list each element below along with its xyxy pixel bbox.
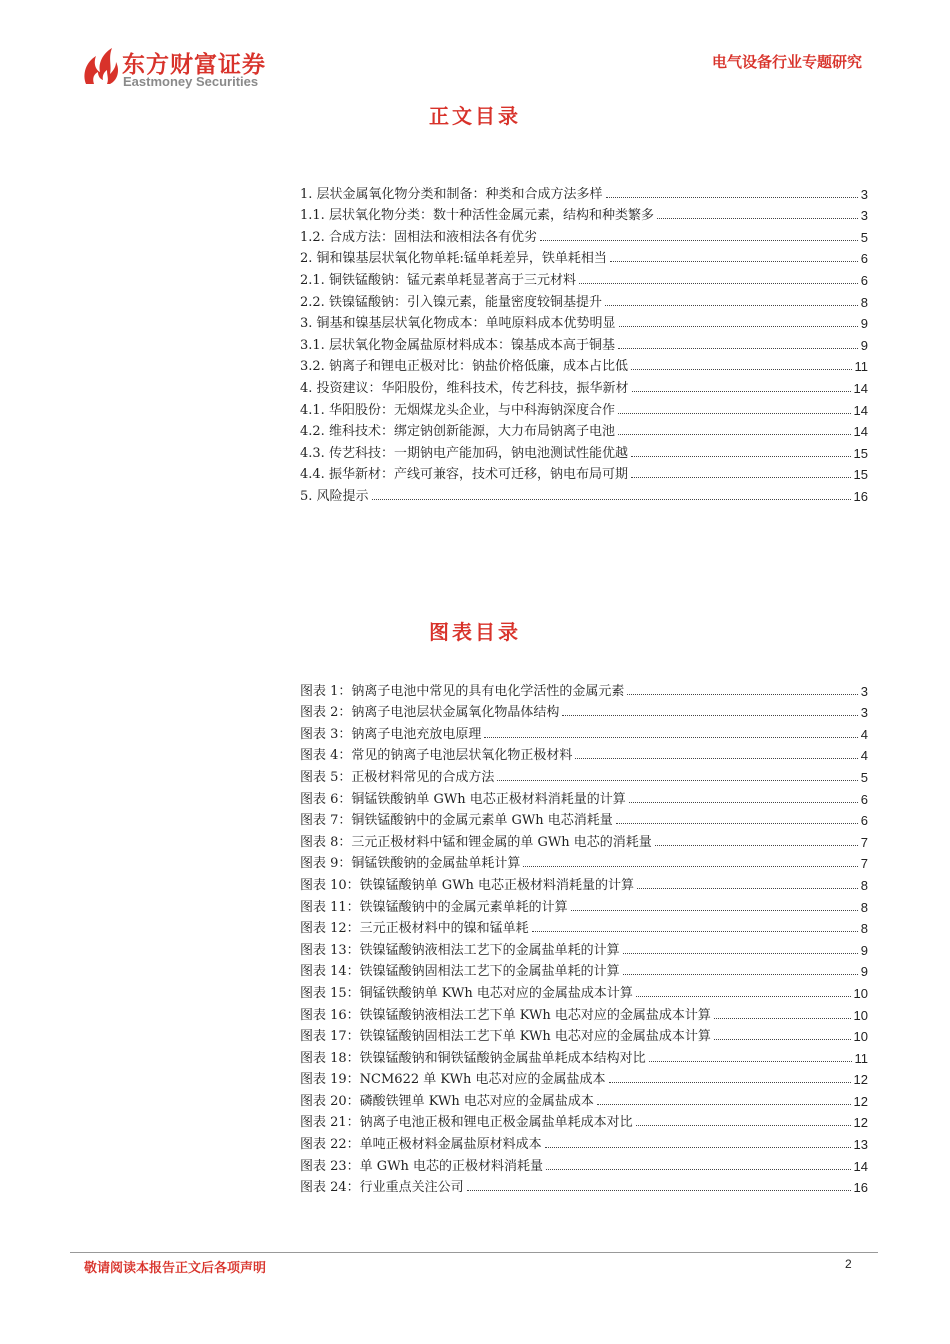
- toc-entry[interactable]: [300, 439, 868, 461]
- logo-flame-icon: [80, 44, 122, 88]
- toc-entry[interactable]: [300, 202, 868, 224]
- toc-entry-page: 10: [853, 1007, 868, 1023]
- toc-leader-dots: [655, 845, 858, 846]
- toc-entry[interactable]: [300, 1066, 868, 1088]
- toc-entry-title: 1.1. 层状氧化物分类：数十种活性金属元素，结构和种类繁多: [300, 208, 654, 224]
- toc-leader-dots: [631, 477, 851, 478]
- toc-leader-dots: [619, 326, 858, 327]
- toc-entry[interactable]: [300, 482, 868, 504]
- toc-entry[interactable]: [300, 1130, 868, 1152]
- toc-entry-page: 7: [860, 834, 868, 850]
- contents-title: 正文目录: [429, 104, 521, 128]
- toc-entry-page: 3: [860, 683, 868, 699]
- toc-entry[interactable]: [300, 223, 868, 245]
- toc-entry[interactable]: [300, 763, 868, 785]
- toc-leader-dots: [714, 1018, 851, 1019]
- toc-entry-title: 4.4. 振华新材：产线可兼容，技术可迁移，钠电布局可期: [300, 467, 628, 483]
- toc-entry[interactable]: [300, 396, 868, 418]
- toc-entry-title: 图表 18：铁镍锰酸钠和铜铁锰酸钠金属盐单耗成本结构对比: [300, 1050, 646, 1066]
- toc-entry-title: 图表 2：钠离子电池层状金属氧化物晶体结构: [300, 705, 560, 721]
- toc-entry-page: 12: [853, 1093, 868, 1109]
- toc-leader-dots: [637, 888, 858, 889]
- toc-entry[interactable]: [300, 1001, 868, 1023]
- toc-entry-page: 6: [860, 813, 868, 829]
- toc-entry-page: 13: [853, 1137, 868, 1153]
- toc-entry[interactable]: [300, 785, 868, 807]
- toc-entry[interactable]: [300, 310, 868, 332]
- toc-entry[interactable]: [300, 1023, 868, 1045]
- toc-entry-page: 3: [860, 186, 868, 202]
- toc-leader-dots: [372, 499, 851, 500]
- toc-leader-dots: [532, 931, 858, 932]
- toc-entry-page: 9: [860, 942, 868, 958]
- toc-leader-dots: [618, 348, 858, 349]
- toc-entry[interactable]: [300, 720, 868, 742]
- toc-entry-page: 5: [860, 769, 868, 785]
- toc-leader-dots: [571, 910, 858, 911]
- toc-entry-page: 3: [860, 705, 868, 721]
- toc-entry[interactable]: [300, 288, 868, 310]
- toc-leader-dots: [657, 218, 858, 219]
- toc-entry[interactable]: [300, 1174, 868, 1196]
- toc-entry-title: 5. 风险提示: [300, 488, 369, 504]
- toc-entry-title: 1. 层状金属氧化物分类和制备：种类和合成方法多样: [300, 186, 603, 202]
- toc-entry-page: 5: [860, 229, 868, 245]
- toc-entry-page: 8: [860, 899, 868, 915]
- figures-list: [300, 677, 868, 1195]
- toc-leader-dots: [616, 823, 858, 824]
- toc-entry-title: 图表 17：铁镍锰酸钠固相法工艺下单 KWh 电芯对应的金属盐成本计算: [300, 1029, 711, 1045]
- toc-entry-title: 图表 1：钠离子电池中常见的具有电化学活性的金属元素: [300, 683, 625, 699]
- toc-leader-dots: [618, 413, 851, 414]
- toc-entry[interactable]: [300, 1152, 868, 1174]
- toc-entry[interactable]: [300, 1044, 868, 1066]
- toc-entry[interactable]: [300, 374, 868, 396]
- toc-entry[interactable]: [300, 936, 868, 958]
- toc-entry[interactable]: [300, 418, 868, 440]
- toc-entry-title: 图表 11：铁镍锰酸钠中的金属元素单耗的计算: [300, 899, 568, 915]
- figures-title: 图表目录: [429, 620, 521, 644]
- toc-entry[interactable]: [300, 828, 868, 850]
- toc-entry-title: 图表 6：铜锰铁酸钠单 GWh 电芯正极材料消耗量的计算: [300, 791, 626, 807]
- toc-entry-page: 3: [860, 208, 868, 224]
- toc-entry-title: 图表 12：三元正极材料中的镍和锰单耗: [300, 921, 529, 937]
- toc-entry-title: 图表 20：磷酸铁锂单 KWh 电芯对应的金属盐成本: [300, 1093, 594, 1109]
- toc-entry-title: 3. 铜基和镍基层状氧化物成本：单吨原料成本优势明显: [300, 316, 616, 332]
- toc-entry-title: 图表 3：钠离子电池充放电原理: [300, 726, 482, 742]
- toc-entry-page: 7: [860, 856, 868, 872]
- toc-entry[interactable]: [300, 1087, 868, 1109]
- toc-entry-page: 11: [854, 1050, 868, 1066]
- toc-leader-dots: [484, 737, 857, 738]
- toc-entry[interactable]: [300, 915, 868, 937]
- toc-leader-dots: [575, 758, 857, 759]
- toc-entry[interactable]: [300, 677, 868, 699]
- toc-entry-title: 图表 10：铁镍锰酸钠单 GWh 电芯正极材料消耗量的计算: [300, 877, 635, 893]
- toc-leader-dots: [636, 1125, 851, 1126]
- toc-leader-dots: [636, 996, 851, 997]
- page-number: 2: [845, 1257, 852, 1271]
- toc-entry-page: 14: [853, 380, 868, 396]
- toc-entry[interactable]: [300, 180, 868, 202]
- toc-entry-page: 14: [853, 1158, 868, 1174]
- toc-leader-dots: [605, 305, 858, 306]
- toc-entry-page: 15: [853, 467, 868, 483]
- toc-leader-dots: [546, 1169, 850, 1170]
- toc-entry-title: 3.2. 钠离子和锂电正极对比：钠盐价格低廉，成本占比低: [300, 359, 628, 375]
- toc-entry-title: 图表 5：正极材料常见的合成方法: [300, 769, 495, 785]
- toc-entry[interactable]: [300, 850, 868, 872]
- toc-leader-dots: [623, 974, 858, 975]
- toc-entry-page: 9: [860, 337, 868, 353]
- toc-entry-title: 图表 16：铁镍锰酸钠液相法工艺下单 KWh 电芯对应的金属盐成本计算: [300, 1007, 711, 1023]
- toc-entry-page: 14: [853, 424, 868, 440]
- toc-leader-dots: [627, 694, 857, 695]
- toc-entry-page: 10: [853, 1029, 868, 1045]
- toc-entry-page: 12: [853, 1115, 868, 1131]
- toc-leader-dots: [597, 1104, 851, 1105]
- toc-entry-title: 图表 7：铜铁锰酸钠中的金属元素单 GWh 电芯消耗量: [300, 813, 613, 829]
- toc-entry-title: 2.2. 铁镍锰酸钠：引入镍元素，能量密度较铜基提升: [300, 294, 602, 310]
- toc-leader-dots: [610, 261, 858, 262]
- toc-leader-dots: [609, 1082, 851, 1083]
- toc-entry-page: 8: [860, 877, 868, 893]
- toc-leader-dots: [714, 1039, 851, 1040]
- toc-leader-dots: [631, 456, 851, 457]
- toc-leader-dots: [631, 369, 852, 370]
- toc-entry-page: 12: [853, 1072, 868, 1088]
- toc-entry-page: 6: [860, 251, 868, 267]
- toc-entry-page: 8: [860, 921, 868, 937]
- toc-entry-page: 8: [860, 294, 868, 310]
- toc-entry-title: 图表 19：NCM622 单 KWh 电芯对应的金属盐成本: [300, 1072, 606, 1088]
- toc-entry-title: 4.2. 维科技术：绑定钠创新能源，大力布局钠离子电池: [300, 424, 615, 440]
- logo-chinese-name: 东方财富证券: [122, 52, 266, 78]
- logo-english-name: Eastmoney Securities: [123, 74, 259, 89]
- contents-list: [300, 180, 868, 504]
- toc-entry-title: 2.1. 铜铁锰酸钠：锰元素单耗显著高于三元材料: [300, 272, 576, 288]
- toc-entry[interactable]: [300, 266, 868, 288]
- toc-leader-dots: [618, 434, 851, 435]
- toc-entry[interactable]: [300, 353, 868, 375]
- toc-entry[interactable]: [300, 958, 868, 980]
- toc-entry-page: 16: [853, 1180, 868, 1196]
- toc-entry-title: 1.2. 合成方法：固相法和液相法各有优劣: [300, 229, 537, 245]
- toc-entry-title: 图表 8：三元正极材料中锰和锂金属的单 GWh 电芯的消耗量: [300, 834, 652, 850]
- toc-entry-page: 6: [860, 791, 868, 807]
- toc-entry[interactable]: [300, 871, 868, 893]
- toc-entry-page: 15: [853, 445, 868, 461]
- toc-leader-dots: [649, 1061, 852, 1062]
- toc-leader-dots: [497, 780, 857, 781]
- toc-entry-page: 10: [853, 985, 868, 1001]
- toc-entry-title: 图表 14：铁镍锰酸钠固相法工艺下的金属盐单耗的计算: [300, 964, 620, 980]
- toc-leader-dots: [606, 197, 858, 198]
- toc-entry-title: 3.1. 层状氧化物金属盐原材料成本：镍基成本高于铜基: [300, 337, 615, 353]
- toc-entry-page: 4: [860, 748, 868, 764]
- toc-entry-title: 图表 23：单 GWh 电芯的正极材料消耗量: [300, 1158, 544, 1174]
- page-header: [0, 0, 950, 100]
- toc-leader-dots: [623, 953, 858, 954]
- toc-entry[interactable]: [300, 893, 868, 915]
- toc-leader-dots: [632, 391, 851, 392]
- toc-entry[interactable]: [300, 245, 868, 267]
- toc-entry-title: 图表 21：钠离子电池正极和锂电正极金属盐单耗成本对比: [300, 1115, 633, 1131]
- toc-entry-title: 4.3. 传艺科技：一期钠电产能加码，钠电池测试性能优越: [300, 445, 628, 461]
- toc-leader-dots: [562, 715, 857, 716]
- toc-entry-page: 14: [853, 402, 868, 418]
- toc-entry[interactable]: [300, 699, 868, 721]
- toc-entry-title: 图表 15：铜锰铁酸钠单 KWh 电芯对应的金属盐成本计算: [300, 985, 633, 1001]
- toc-leader-dots: [523, 866, 857, 867]
- toc-entry[interactable]: [300, 331, 868, 353]
- toc-leader-dots: [579, 283, 858, 284]
- toc-entry-title: 图表 9：铜锰铁酸钠的金属盐单耗计算: [300, 856, 521, 872]
- toc-entry[interactable]: [300, 1109, 868, 1131]
- toc-leader-dots: [540, 240, 858, 241]
- toc-entry-title: 4. 投资建议：华阳股份，维科技术，传艺科技，振华新材: [300, 380, 629, 396]
- toc-entry-title: 2. 铜和镍基层状氧化物单耗:锰单耗差异，铁单耗相当: [300, 251, 607, 267]
- toc-entry[interactable]: [300, 461, 868, 483]
- toc-entry-page: 4: [860, 726, 868, 742]
- toc-entry-page: 9: [860, 964, 868, 980]
- toc-entry-page: 16: [853, 488, 868, 504]
- toc-leader-dots: [467, 1190, 851, 1191]
- toc-entry-title: 图表 4：常见的钠离子电池层状氧化物正极材料: [300, 748, 573, 764]
- toc-entry[interactable]: [300, 742, 868, 764]
- toc-entry-page: 11: [854, 359, 868, 375]
- company-logo: [80, 44, 280, 94]
- toc-entry[interactable]: [300, 979, 868, 1001]
- toc-entry[interactable]: [300, 807, 868, 829]
- toc-entry-title: 图表 13：铁镍锰酸钠液相法工艺下的金属盐单耗的计算: [300, 942, 620, 958]
- toc-entry-title: 4.1. 华阳股份：无烟煤龙头企业，与中科海钠深度合作: [300, 402, 615, 418]
- toc-entry-page: 9: [860, 316, 868, 332]
- toc-entry-page: 6: [860, 272, 868, 288]
- report-type-label: 电气设备行业专题研究: [711, 53, 862, 71]
- toc-entry-title: 图表 24：行业重点关注公司: [300, 1180, 464, 1196]
- footer-divider: [70, 1252, 878, 1253]
- toc-leader-dots: [629, 802, 858, 803]
- footer-disclaimer: 敬请阅读本报告正文后各项声明: [84, 1261, 267, 1276]
- toc-leader-dots: [545, 1147, 851, 1148]
- toc-entry-title: 图表 22：单吨正极材料金属盐原材料成本: [300, 1137, 542, 1153]
